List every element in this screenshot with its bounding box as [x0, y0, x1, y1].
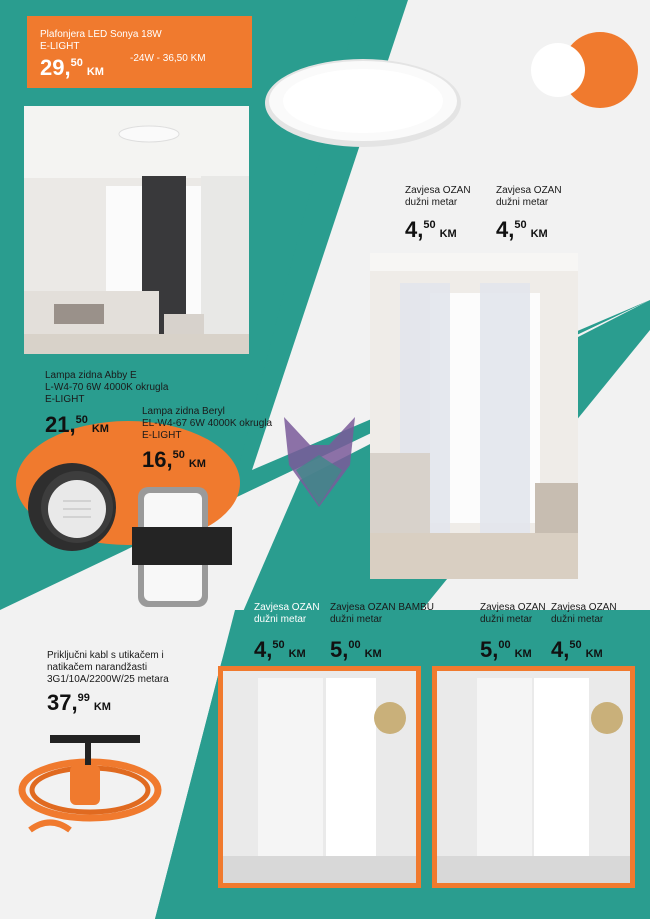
- round-wall-lamp-image: [25, 455, 125, 555]
- wall-lamp-abby-line1: Lampa zidna Abby E: [45, 370, 137, 381]
- ceiling-lamp-price: 29,50KM: [40, 55, 104, 80]
- curtain-photo-1: [218, 666, 421, 888]
- curtain-a-line2: dužni metar: [405, 197, 458, 208]
- ceiling-lamp-image: [262, 55, 464, 150]
- living-room-photo: [24, 106, 249, 354]
- curtain-c-line2: dužni metar: [254, 614, 307, 625]
- curtain-e-price: 4,50KM: [551, 637, 603, 662]
- cable-line2: natikačem narandžasti: [47, 662, 148, 673]
- curtain-bambu-line1: Zavjesa OZAN BAMBU: [330, 602, 434, 613]
- curtain-d-line2: dužni metar: [480, 614, 533, 625]
- ceiling-lamp-brand: E-LIGHT: [40, 41, 80, 52]
- wall-lamp-beryl-line2: EL-W4-67 6W 4000K okrugla: [142, 418, 273, 429]
- curtain-a-line1: Zavjesa OZAN: [405, 185, 471, 196]
- fox-head-logo-icon: [282, 415, 357, 510]
- curtain-b-price: 4,50KM: [496, 217, 548, 242]
- curtain-c-line1: Zavjesa OZAN: [254, 602, 320, 613]
- curtain-bambu-price: 5,00KM: [330, 637, 382, 662]
- curtain-a-price: 4,50KM: [405, 217, 457, 242]
- curtain-photo-2: [432, 666, 635, 888]
- cable-line1: Priključni kabl s utikačem i: [47, 650, 164, 661]
- wall-lamp-abby-line2: L-W4-70 6W 4000K okrugla: [45, 382, 169, 393]
- curtain-b-line2: dužni metar: [496, 197, 549, 208]
- wall-lamp-beryl-price: 16,50KM: [142, 447, 206, 472]
- wall-lamp-abby-price: 21,50KM: [45, 412, 109, 437]
- curtain-e-line2: dužni metar: [551, 614, 604, 625]
- curtain-e-line1: Zavjesa OZAN: [551, 602, 617, 613]
- extension-cable-image: [10, 735, 170, 845]
- curtain-d-line1: Zavjesa OZAN: [480, 602, 546, 613]
- ceiling-lamp-variant-note: -24W - 36,50 KM: [130, 53, 206, 64]
- wall-lamp-abby-line3: E-LIGHT: [45, 394, 85, 405]
- wall-lamp-beryl-line1: Lampa zidna Beryl: [142, 406, 225, 417]
- ceiling-lamp-name: Plafonjera LED Sonya 18W: [40, 29, 162, 40]
- curtain-d-price: 5,00KM: [480, 637, 532, 662]
- rect-wall-lamp-image: [130, 485, 235, 610]
- curtain-c-price: 4,50KM: [254, 637, 306, 662]
- curtain-bambu-line2: dužni metar: [330, 614, 383, 625]
- wall-lamp-beryl-line3: E-LIGHT: [142, 430, 182, 441]
- cable-line3: 3G1/10A/2200W/25 metara: [47, 674, 169, 685]
- curtain-room-photo: [370, 253, 578, 579]
- cable-price: 37,99KM: [47, 690, 111, 715]
- curtain-b-line1: Zavjesa OZAN: [496, 185, 562, 196]
